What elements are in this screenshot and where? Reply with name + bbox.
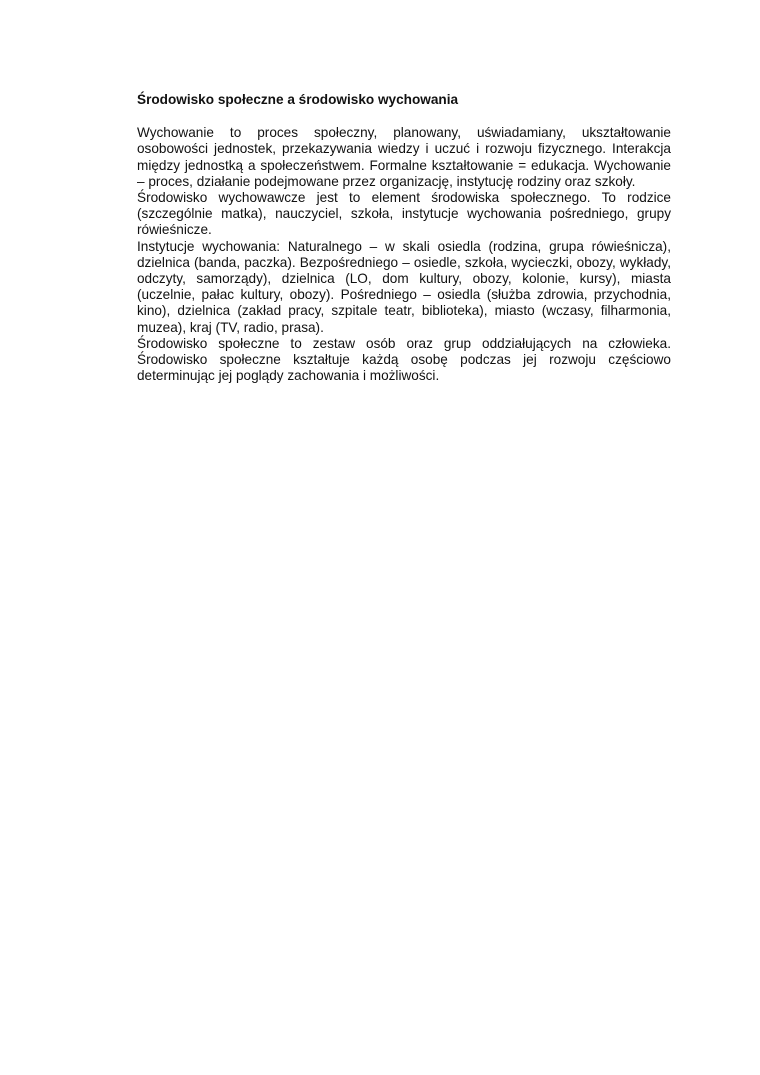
paragraph-srodowisko-spoleczne: Środowisko społeczne to zestaw osób oraz grup oddziałujących na człowieka. Środowisko społeczne kształtuje każdą osobę podczas jej rozwoju częściowo determinując jej poglądy zachowania i możliwości. <box>137 335 671 384</box>
document-body <box>137 92 671 384</box>
paragraph-srodowisko-wychowawcze: Środowisko wychowawcze jest to element środowiska społecznego. To rodzice (szczególnie matka), nauczyciel, szkoła, instytucje wychowania pośredniego, grupy rówieśnicze. <box>137 190 671 238</box>
paragraph-instytucje-wychowania: Instytucje wychowania: Naturalnego – w skali osiedla (rodzina, grupa rówieśnicza), dzielnica (banda, paczka). Bezpośredniego – osiedle, szkoła, wycieczki, obozy, wykłady, odczyty, samorządy), dzielnica (LO, dom kultury, obozy, kolonie, kursy), miasta (uczelnie, pałac kultury, obozy). Pośredniego – osiedla (służba zdrowia, przychodnia, kino), dzielnica (zakład pracy, szpitale teatr, biblioteka), miasto (wczasy, filharmonia, muzea), kraj (TV, radio, prasa). <box>137 238 671 335</box>
paragraph-wychowanie: Wychowanie to proces społeczny, planowany, uświadamiany, ukształtowanie osobowości jednostek, przekazywania wiedzy i uczuć i rozwoju fizycznego. Interakcja między jednostką a społeczeństwem. Formalne kształtowanie = edukacja. Wychowanie – proces, działanie podejmowane przez organizację, instytucję rodziny oraz szkoły. <box>137 125 671 189</box>
document-title: Środowisko społeczne a środowisko wychowania <box>137 92 459 107</box>
